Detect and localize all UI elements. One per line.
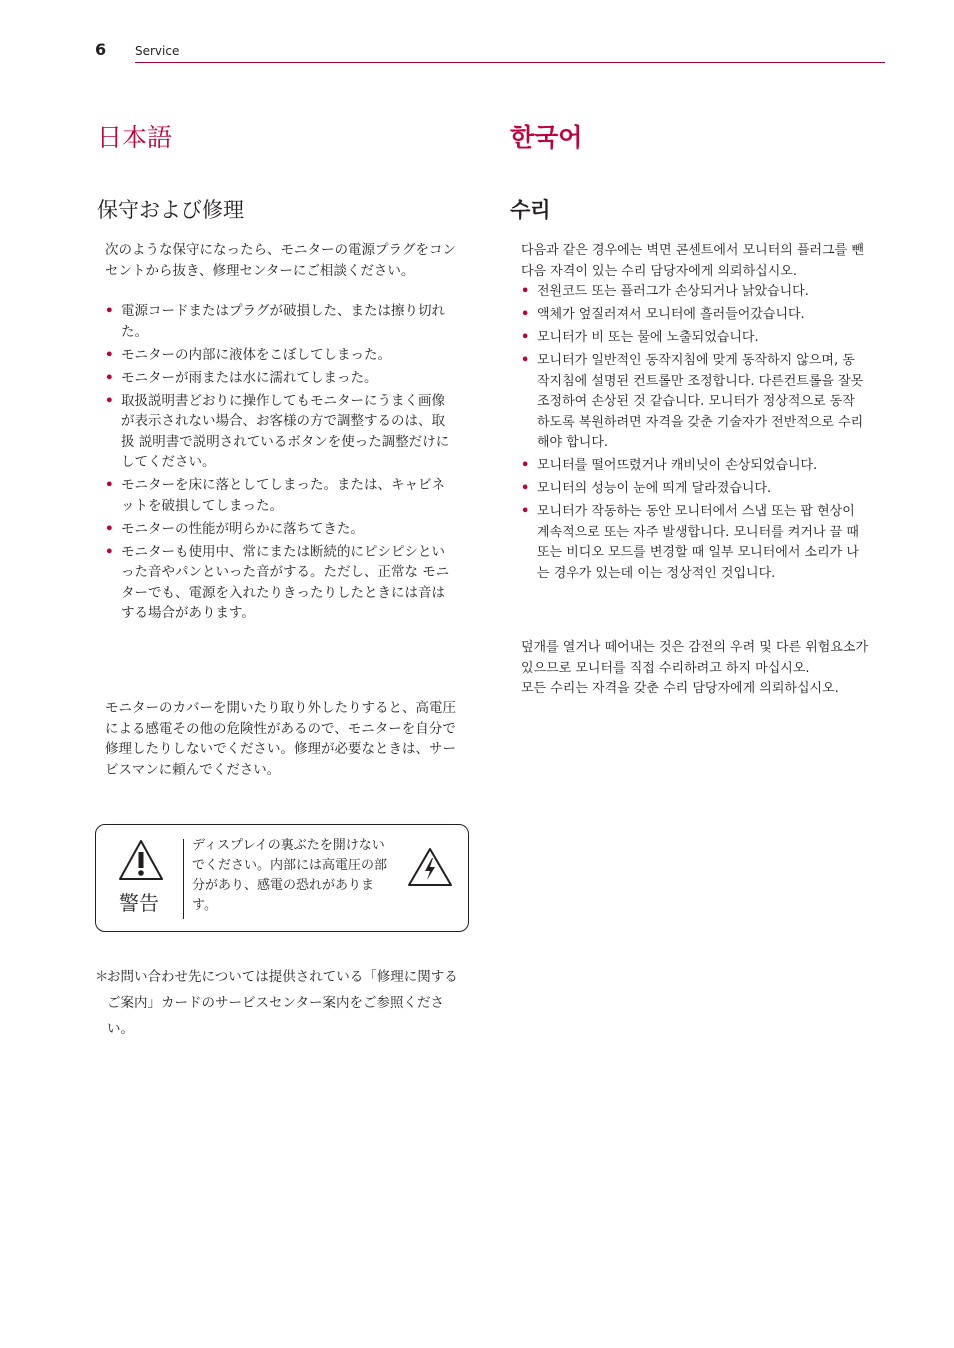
- korean-caution-line-1: 덮개를 열거나 떼어내는 것은 감전의 우려 및 다른 위험요소가 있으므로 모니터를 직접 수리하려고 하지 마십시오.: [521, 640, 869, 676]
- bullet: •: [105, 543, 114, 560]
- list-item: [105, 542, 455, 624]
- list-item-text: 액체가 엎질러져서 모니터에 흘러들어갔습니다.: [537, 307, 805, 322]
- korean-caution: [521, 638, 871, 700]
- high-voltage-icon: [407, 847, 453, 887]
- bullet: •: [521, 330, 530, 345]
- bullet: •: [521, 307, 530, 322]
- bullet: •: [105, 303, 114, 319]
- list-item-text: モニターが雨または水に濡れてしまった。: [121, 369, 378, 386]
- list-item: [521, 479, 866, 500]
- list-item-text: 取扱説明書どおりに操作してもモニターにうまく画像が表示されない場合、お客様の方で調整するのは、取扱 説明書で説明されているボタンを使った調整だけにしてください。: [121, 392, 450, 470]
- list-item: [521, 351, 866, 454]
- bullet: •: [521, 284, 530, 299]
- bullet: •: [105, 392, 114, 409]
- note-mark: ＊: [95, 969, 109, 985]
- list-item-text: 모니터가 작동하는 동안 모니터에서 스냅 또는 팝 현상이 계속적으로 또는 자주 발생합니다. 모니터를 켜거나 끌 때 또는 비디오 모드를 변경할 때 일부 모니터에서 소리가 나는 경우가 있는데 이는 정상적인 것입니다.: [537, 504, 859, 581]
- bullet: •: [105, 520, 114, 537]
- list-item-text: 모니터를 떨어뜨렸거나 캐비닛이 손상되었습니다.: [537, 458, 818, 473]
- list-item-text: モニターを床に落としてしまった。または、キャビネットを破損してしまった。: [121, 477, 445, 514]
- japanese-note: [95, 964, 470, 1042]
- korean-intro: 다음과 같은 경우에는 벽면 콘센트에서 모니터의 플러그를 뺀 다음 자격이 있는 수리 담당자에게 의뢰하십시오.: [521, 243, 864, 279]
- warning-text: ディスプレイの裏ぶたを開けないでください。内部には高電圧の部分があり、感電の恐れがあります。: [192, 838, 388, 913]
- bullet: •: [105, 477, 114, 493]
- list-item: [521, 502, 866, 584]
- list-item: [105, 391, 455, 473]
- list-item: [521, 456, 866, 477]
- list-item: [105, 475, 455, 516]
- japanese-subtitle: 保守および修理: [97, 198, 244, 222]
- list-item-text: 모니터가 비 또는 물에 노출되었습니다.: [537, 330, 759, 345]
- warning-box: [95, 824, 469, 932]
- page-number: 6: [95, 40, 107, 59]
- japanese-title: 日本語: [97, 123, 173, 152]
- korean-subtitle: 수리: [510, 198, 551, 222]
- korean-repair-list: [521, 282, 866, 587]
- list-item: [521, 282, 866, 303]
- japanese-repair-list: [105, 301, 455, 626]
- page-header: [95, 38, 885, 64]
- korean-title: 한국어: [510, 123, 583, 152]
- list-item-text: モニターの性能が明らかに落ちてきた。: [121, 520, 364, 537]
- list-item: [521, 305, 866, 326]
- bullet: •: [105, 346, 114, 363]
- japanese-intro: 次のような保守になったら、モニターの電源プラグをコンセントから抜き、修理センターにご相談ください。: [105, 242, 456, 279]
- list-item: [105, 368, 455, 389]
- list-item-text: 모니터의 성능이 눈에 띄게 달라졌습니다.: [537, 481, 772, 496]
- list-item-text: 모니터가 일반적인 동작지침에 맞게 동작하지 않으며, 동작지침에 설명된 컨트롤만 조정합니다. 다른컨트롤을 잘못 조정하여 손상된 것 같습니다. 모니터가 정상적으로 동작하도록 복원하려면 자격을 갖춘 기술자가 전반적으로 수리해야 합니다.: [537, 353, 864, 450]
- warning-triangle-icon: [118, 839, 164, 881]
- note-text: お問い合わせ先については提供されている「修理に関するご案内」カードのサービスセンター案内をご参照ください。: [107, 969, 458, 1037]
- bullet: •: [521, 353, 530, 368]
- header-rule: [135, 62, 885, 63]
- list-item-text: 電源コードまたはプラグが破損した、または擦り切れた。: [121, 303, 445, 340]
- list-item-text: モニターの内部に液体をこぼしてしまった。: [121, 346, 391, 363]
- section-name: Service: [135, 44, 180, 58]
- warning-label: 警告: [119, 891, 159, 915]
- list-item-text: モニターも使用中、常にまたは断続的にピシピシといった音やパンといった音がする。ただし、正常な モニターでも、電源を入れたりきったりしたときには音はする場合があります。: [121, 543, 450, 621]
- list-item-text: 전원코드 또는 플러그가 손상되거나 낡았습니다.: [537, 284, 809, 299]
- list-item: [521, 328, 866, 349]
- bullet: •: [521, 458, 530, 473]
- bullet: •: [105, 369, 114, 386]
- warning-divider: [183, 839, 184, 919]
- list-item: [105, 345, 455, 366]
- list-item: [105, 301, 455, 342]
- korean-caution-line-2: 모든 수리는 자격을 갖춘 수리 담당자에게 의뢰하십시오.: [521, 681, 839, 696]
- bullet: •: [521, 504, 530, 519]
- bullet: •: [521, 481, 530, 496]
- list-item: [105, 519, 455, 540]
- japanese-caution: モニターのカバーを開いたり取り外したりすると、高電圧による感電その他の危険性があるので、モニターを自分で修理したりしないでください。修理が必要なときは、サービスマンに頼んでください。: [105, 700, 456, 778]
